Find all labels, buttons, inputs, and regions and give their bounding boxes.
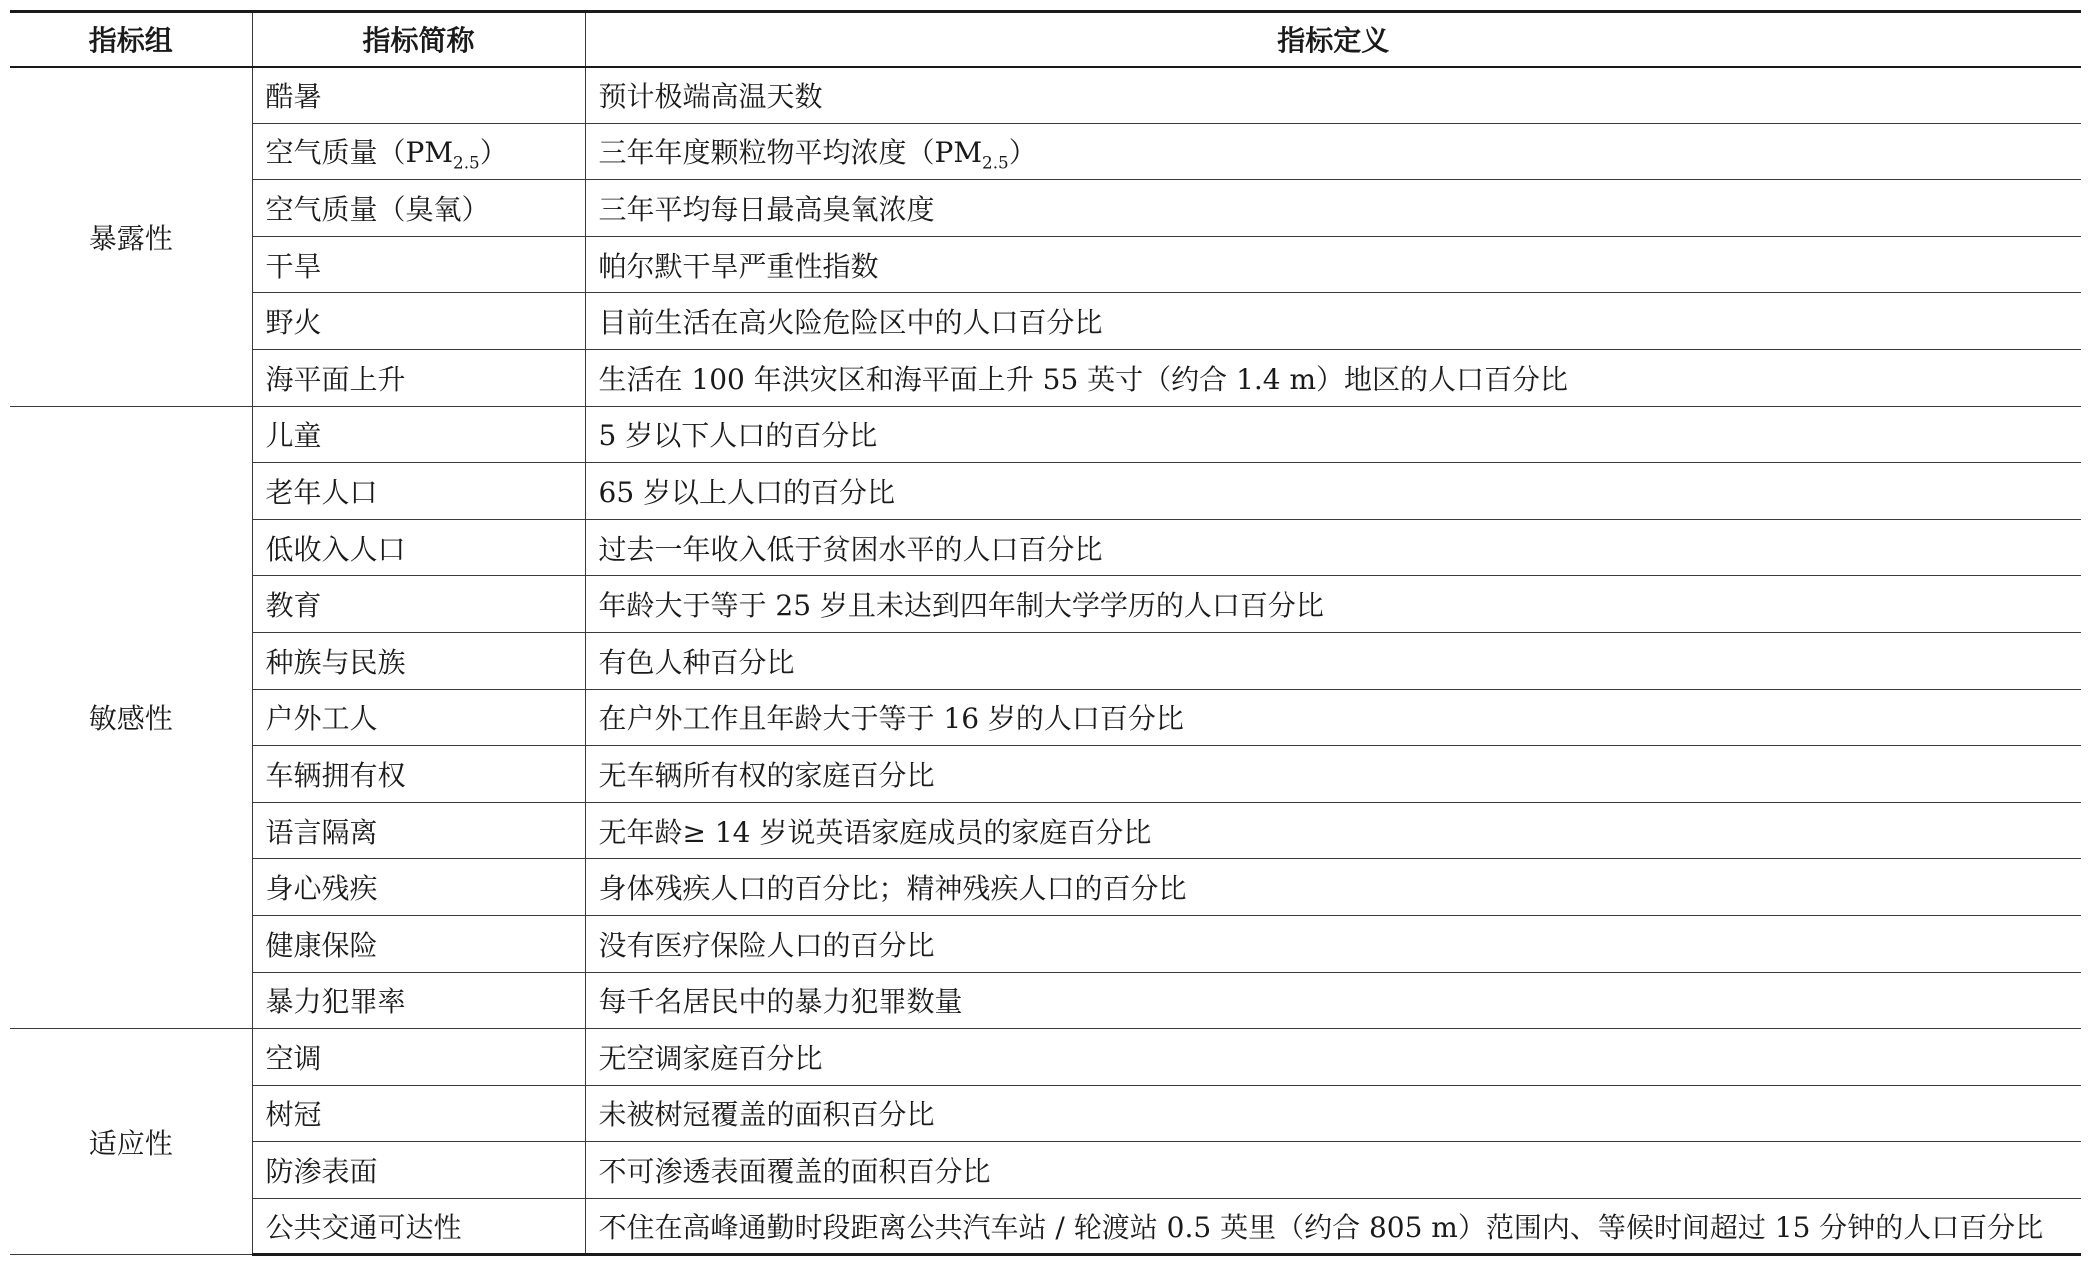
abbr-cell: 海平面上升 [252, 349, 585, 406]
table-row [10, 1029, 2081, 1086]
definition-cell: 不可渗透表面覆盖的面积百分比 [585, 1142, 2081, 1199]
table-header [10, 12, 2081, 67]
header-indicator-group: 指标组 [10, 12, 252, 67]
abbr-cell: 户外工人 [252, 689, 585, 746]
table-row [10, 915, 2081, 972]
definition-cell: 帕尔默干旱严重性指数 [585, 236, 2081, 293]
table-row [10, 632, 2081, 689]
definition-cell: 身体残疾人口的百分比；精神残疾人口的百分比 [585, 859, 2081, 916]
definition-cell: 预计极端高温天数 [585, 67, 2081, 124]
definition-cell: 65 岁以上人口的百分比 [585, 463, 2081, 520]
table-row [10, 802, 2081, 859]
abbr-cell: 低收入人口 [252, 519, 585, 576]
header-indicator-abbreviation: 指标简称 [252, 12, 585, 67]
group-cell-adaptability: 适应性 [10, 1029, 252, 1255]
definition-cell: 目前生活在高火险危险区中的人口百分比 [585, 293, 2081, 350]
table-row [10, 406, 2081, 463]
abbr-cell: 健康保险 [252, 915, 585, 972]
indicator-table [10, 10, 2081, 1256]
table-row [10, 123, 2081, 180]
table-row [10, 859, 2081, 916]
definition-cell: 无车辆所有权的家庭百分比 [585, 746, 2081, 803]
abbr-cell: 树冠 [252, 1085, 585, 1142]
table-row [10, 293, 2081, 350]
abbr-cell: 暴力犯罪率 [252, 972, 585, 1029]
table-row [10, 463, 2081, 520]
table-row [10, 1142, 2081, 1199]
abbr-cell: 空调 [252, 1029, 585, 1086]
definition-cell: 年龄大于等于 25 岁且未达到四年制大学学历的人口百分比 [585, 576, 2081, 633]
table-row [10, 1085, 2081, 1142]
definition-cell: 未被树冠覆盖的面积百分比 [585, 1085, 2081, 1142]
table-row [10, 746, 2081, 803]
abbr-cell: 公共交通可达性 [252, 1198, 585, 1255]
abbr-cell: 老年人口 [252, 463, 585, 520]
definition-cell: 每千名居民中的暴力犯罪数量 [585, 972, 2081, 1029]
definition-cell: 有色人种百分比 [585, 632, 2081, 689]
abbr-cell: 防渗表面 [252, 1142, 585, 1199]
group-cell-exposure: 暴露性 [10, 67, 252, 407]
definition-cell: 不住在高峰通勤时段距离公共汽车站 / 轮渡站 0.5 英里（约合 805 m）范围内、等候时间超过 15 分钟的人口百分比 [585, 1198, 2081, 1255]
abbr-cell: 教育 [252, 576, 585, 633]
table-row [10, 67, 2081, 124]
table-row [10, 689, 2081, 746]
header-row [10, 12, 2081, 67]
definition-cell: 在户外工作且年龄大于等于 16 岁的人口百分比 [585, 689, 2081, 746]
abbr-cell: 儿童 [252, 406, 585, 463]
table-row [10, 236, 2081, 293]
definition-cell: 无空调家庭百分比 [585, 1029, 2081, 1086]
abbr-cell: 干旱 [252, 236, 585, 293]
definition-cell: 5 岁以下人口的百分比 [585, 406, 2081, 463]
table-row [10, 519, 2081, 576]
table-row [10, 576, 2081, 633]
definition-cell: 无年龄≥ 14 岁说英语家庭成员的家庭百分比 [585, 802, 2081, 859]
table-row [10, 349, 2081, 406]
abbr-cell: 酷暑 [252, 67, 585, 124]
abbr-cell: 种族与民族 [252, 632, 585, 689]
definition-cell: 三年平均每日最高臭氧浓度 [585, 180, 2081, 237]
abbr-cell: 身心残疾 [252, 859, 585, 916]
table-row [10, 1198, 2081, 1255]
abbr-cell: 空气质量$(PM_{2.5})$ [252, 123, 585, 180]
header-indicator-definition: 指标定义 [585, 12, 2081, 67]
table-body [10, 67, 2081, 1255]
table-row [10, 180, 2081, 237]
definition-cell: 生活在 100 年洪灾区和海平面上升 55 英寸（约合 1.4 m）地区的人口百分比 [585, 349, 2081, 406]
abbr-cell: 空气质量（臭氧） [252, 180, 585, 237]
definition-cell: 三年年度颗粒物平均浓度$(PM_{2.5})$ [585, 123, 2081, 180]
group-cell-sensitivity: 敏感性 [10, 406, 252, 1029]
abbr-cell: 车辆拥有权 [252, 746, 585, 803]
definition-cell: 过去一年收入低于贫困水平的人口百分比 [585, 519, 2081, 576]
abbr-cell: 语言隔离 [252, 802, 585, 859]
table-row [10, 972, 2081, 1029]
abbr-cell: 野火 [252, 293, 585, 350]
definition-cell: 没有医疗保险人口的百分比 [585, 915, 2081, 972]
